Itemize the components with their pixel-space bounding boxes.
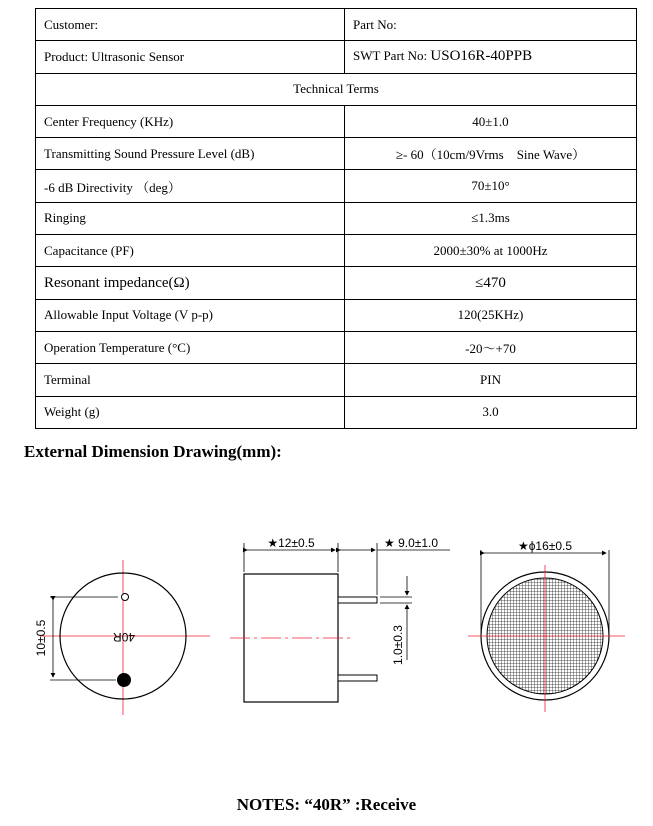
pin-hole-large [117,673,131,687]
row-label: Terminal [36,364,345,396]
front-view [34,560,210,715]
dim-diameter-text: ★ϕ16±0.5 [517,539,573,553]
part-no-cell: Part No: [345,9,637,41]
top-view [468,539,625,712]
product-cell: Product: Ultrasonic Sensor [36,41,345,73]
row-value: 120(25KHz) [345,299,637,331]
pin-top [338,597,377,603]
header-row-2 [36,41,637,73]
table-row [36,267,637,299]
row-value: PIN [345,364,637,396]
section-title: Technical Terms [36,73,637,105]
row-value: 2000±30% at 1000Hz [345,235,637,267]
row-label: Transmitting Sound Pressure Level (dB) [36,138,345,170]
dim-pin-spacing-text: 1.0±0.3 [391,625,405,665]
dim-pin-length-text: ★ 9.0±1.0 [384,536,439,550]
table-row [36,105,637,137]
table-row [36,235,637,267]
table-row [36,202,637,234]
row-value: ≤470 [345,267,637,299]
row-value: -20～+70 [345,331,637,363]
row-label: Ringing [36,202,345,234]
side-view [230,536,450,702]
row-label: Operation Temperature (°C) [36,331,345,363]
table-row [36,170,637,202]
pin-hole-small [122,594,129,601]
section-row [36,73,637,105]
row-value: 40±1.0 [345,105,637,137]
swt-part-cell [345,41,637,73]
notes: NOTES: “40R” :Receive [236,795,417,814]
drawing-title: External Dimension Drawing(mm): [24,442,282,461]
dim-width-text: ★12±0.5 [267,536,315,550]
header-row-1 [36,9,637,41]
pin-bottom [338,675,377,681]
row-label: Weight (g) [36,396,345,428]
table-row [36,299,637,331]
table-row [36,138,637,170]
label-40r: 40R [112,629,136,644]
row-value: ≥- 60（10cm/9Vrms Sine Wave） [345,138,637,170]
dimension-drawing [0,520,653,740]
row-label: Allowable Input Voltage (V p-p) [36,299,345,331]
table-row [36,396,637,428]
row-label: -6 dB Directivity （deg） [36,170,345,202]
row-label: Center Frequency (KHz) [36,105,345,137]
swt-label: SWT Part No: [353,48,431,64]
row-value: 70±10° [345,170,637,202]
swt-value: USO16R-40PPB [430,48,533,65]
spec-table [35,8,637,429]
table-row [36,331,637,363]
row-value: ≤1.3ms [345,202,637,234]
table-row [36,364,637,396]
customer-cell: Customer: [36,9,345,41]
row-value: 3.0 [345,396,637,428]
row-label: Capacitance (PF) [36,235,345,267]
row-label: Resonant impedance(Ω) [36,267,345,299]
dim-height-text: 10±0.5 [34,619,48,657]
